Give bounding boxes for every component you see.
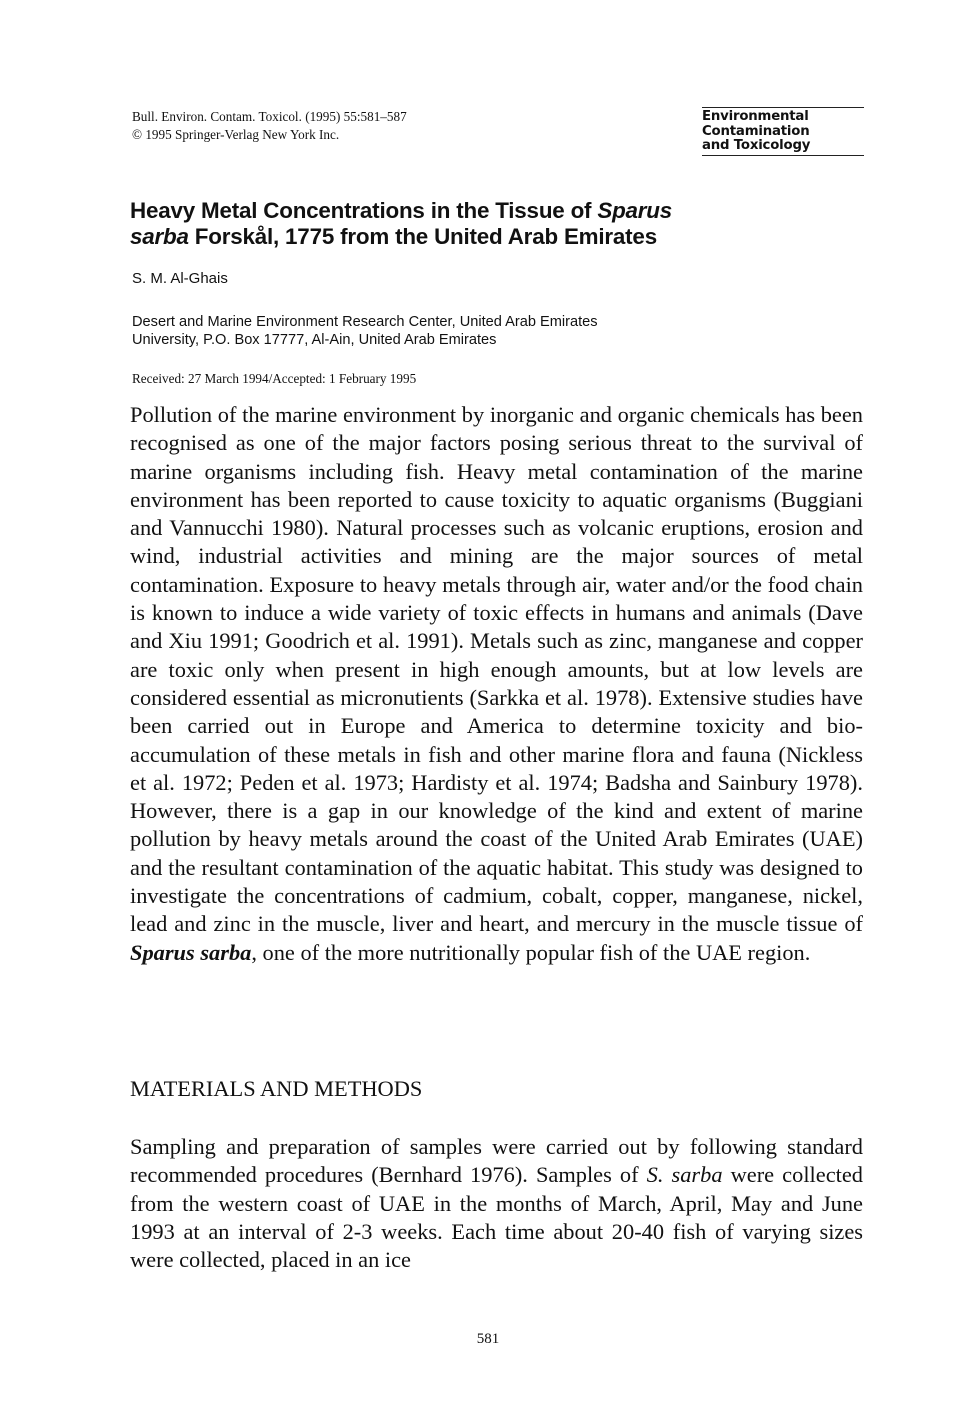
title-species-epithet: sarba <box>130 224 189 249</box>
author-name: S. M. Al-Ghais <box>132 270 228 287</box>
introduction-paragraph <box>130 401 863 967</box>
title-species-genus: Sparus <box>597 198 673 223</box>
journal-logo-line: and Toxicology <box>702 138 811 153</box>
affiliation-line: Desert and Marine Environment Research Center, United Arab Emirates <box>132 314 598 330</box>
citation-line: Bull. Environ. Contam. Toxicol. (1995) 55:581–587 <box>132 109 407 124</box>
page-number: 581 <box>476 1331 500 1347</box>
affiliation-line: University, P.O. Box 17777, Al-Ain, United Arab Emirates <box>132 332 497 348</box>
section-heading: MATERIALS AND METHODS <box>130 1076 423 1101</box>
species-name: S. sarba <box>646 1162 723 1188</box>
methods-paragraph <box>130 1133 863 1274</box>
title-text: Heavy Metal Concentrations in the Tissue of <box>130 198 598 223</box>
species-name: Sparus sarba <box>130 939 252 965</box>
article-title <box>130 198 850 250</box>
received-accepted-dates: Received: 27 March 1994/Accepted: 1 February 1995 <box>132 371 417 386</box>
paragraph-text: , one of the more nutritionally popular fish of the UAE region. <box>251 939 811 965</box>
citation-block <box>132 108 407 144</box>
journal-logo-line: Contamination <box>702 123 810 139</box>
author-affiliation <box>132 313 598 349</box>
paragraph-text: Pollution of the marine environment by inorganic and organic chemicals has been recognised as one of the major factors posing serious threat to the survival of marine organisms including fish. Heavy metal contamination of the marine environment has been reported to cause toxicity to aquatic organisms (Buggiani and Vannucchi 1980). Natural processes such as volcanic eruptions, erosion and wind, industrial activities and mining are the major sources of metal contamination. Exposure to heavy metals through air, water and/or the food chain is known to induce a wide variety of toxic effects in humans and animals (Dave and Xiu 1991; Goodrich et al. 1991). Metals such as zinc, manganese and copper are toxic only when present in high enough amounts, but at low levels are considered essential as micronutients (Sarkka et al. 1978). Extensive studies have been carried out in Europe and America to determine toxicity and bio-accumulation of these metals in fish and other marine flora and fauna (Nickless et al. 1972; Peden et al. 1973; Hardisty et al. 1974; Badsha and Sainbury 1978). However, there is a gap in our knowledge of the kind and extent of marine pollution by heavy metals around the coast of the United Arab Emirates (UAE) and the resultant contamination of the aquatic habitat. This study was designed to investigate the concentrations of cadmium, cobalt, copper, manganese, nickel, lead and zinc in the muscle, liver and heart, and mercury in the muscle tissue of <box>130 402 863 937</box>
journal-logo-line: Environmental <box>702 109 809 124</box>
copyright-line: © 1995 Springer-Verlag New York Inc. <box>132 127 340 142</box>
paragraph-text: were collected from the western coast of UAE in the months of March, April, May and June 1993 at an interval of 2-3 weeks. Each time about 20-40 fish of varying sizes were collected, placed in an ice <box>130 1162 863 1273</box>
title-text: Forskål, 1775 from the United Arab Emirates <box>188 224 657 249</box>
paragraph-text: Sampling and preparation of samples were carried out by following standard recommended procedures (Bernhard 1976). Samples of <box>130 1134 863 1188</box>
journal-logo <box>702 107 864 156</box>
